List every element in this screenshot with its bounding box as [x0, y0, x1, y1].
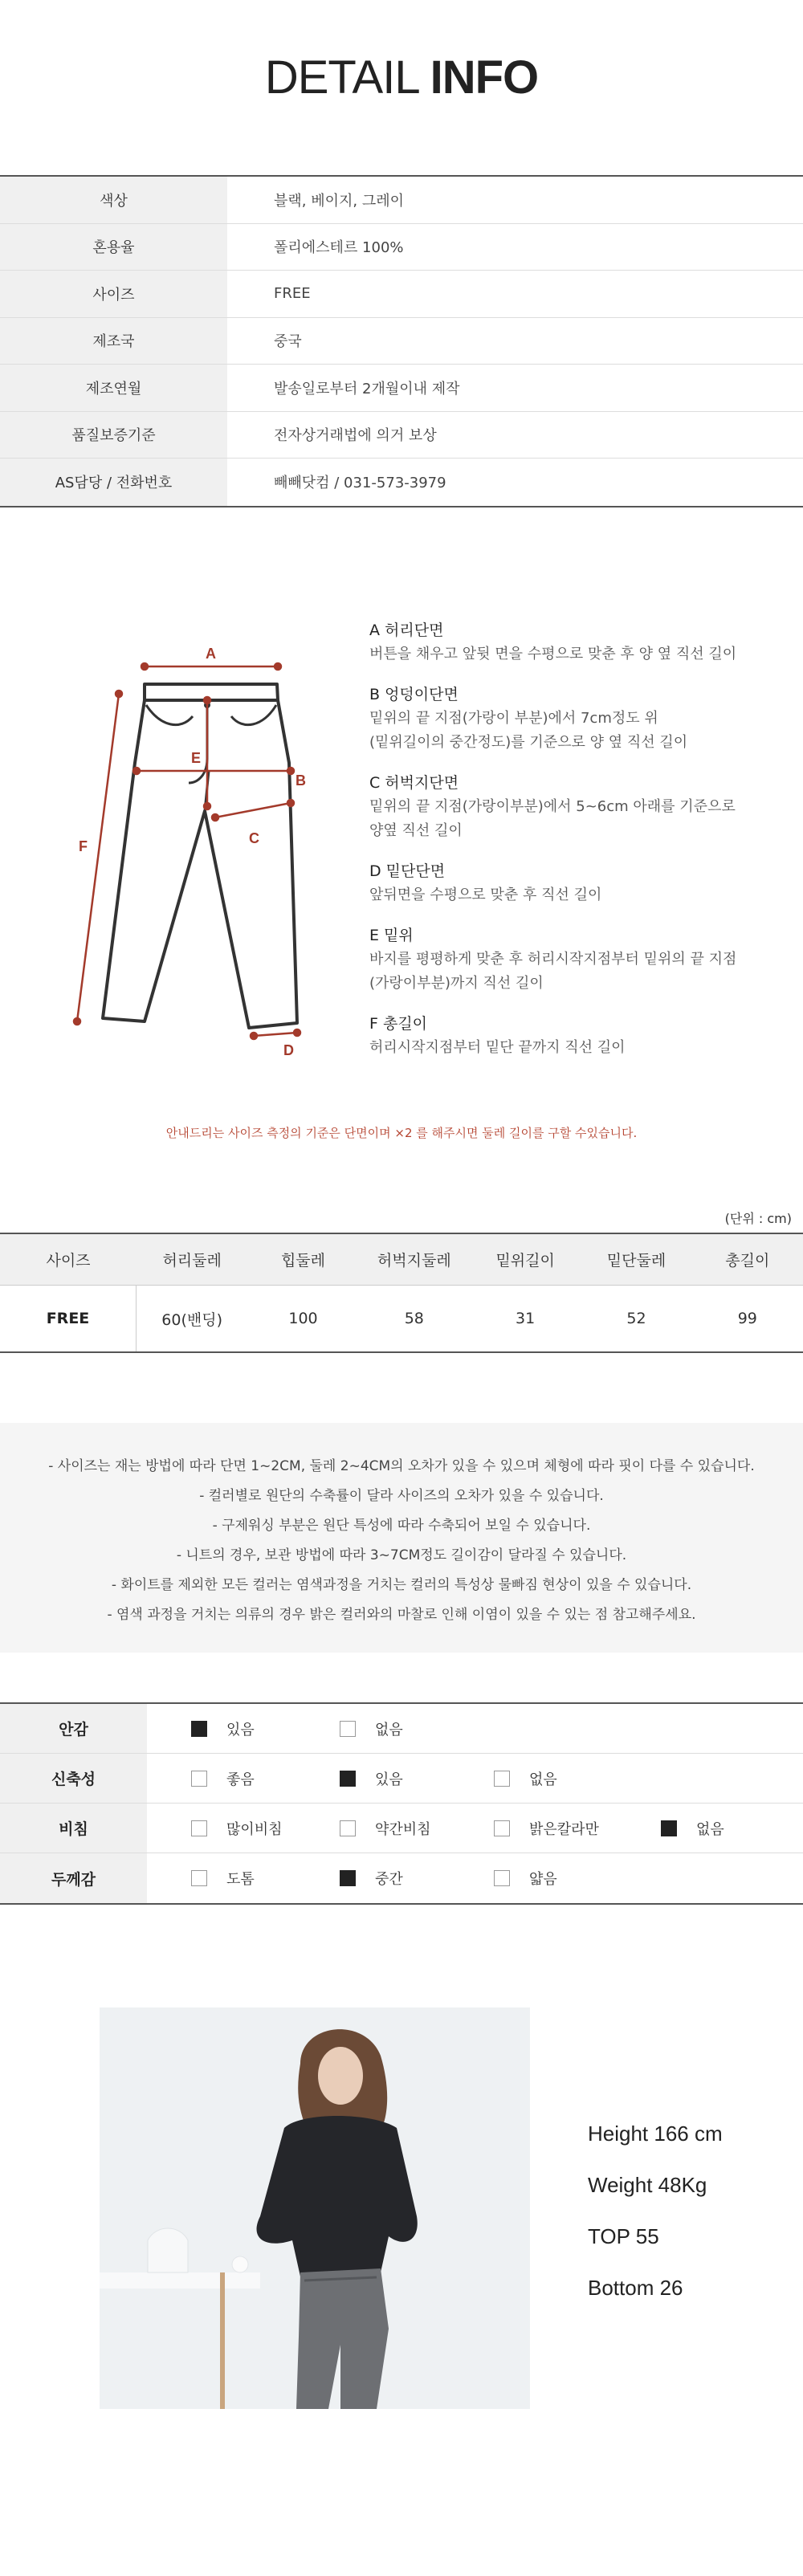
fabric-properties-table [0, 1702, 803, 1905]
header-cell: 허리둘레 [162, 1252, 222, 1270]
model-top-size: TOP 55 [588, 2224, 659, 2248]
fabric-option: 없음 [494, 1754, 557, 1804]
info-row-size [0, 271, 803, 318]
info-value: 빼빼닷컴 / 031-573-3979 [274, 475, 446, 492]
measure-desc: 바지를 평평하게 맞춘 후 허리시작지점부터 밑위의 끝 지점 [369, 951, 737, 968]
unchecked-box-icon [494, 1820, 510, 1836]
size-notes [0, 1423, 803, 1653]
unit-label: (단위 : cm) [724, 1211, 792, 1226]
fabric-option: 얇음 [494, 1853, 557, 1903]
measure-desc: 앞뒤면을 수평으로 맞춘 후 직선 길이 [369, 887, 602, 903]
header-cell: 밑위길이 [495, 1252, 555, 1270]
fabric-row-thickness [0, 1853, 803, 1903]
size-table-header [0, 1234, 803, 1286]
product-info-table [0, 175, 803, 507]
note-line: - 니트의 경우, 보관 방법에 따라 3~7CM정도 길이감이 달라질 수 있습니다. [176, 1547, 627, 1563]
model-weight: Weight 48Kg [588, 2173, 707, 2197]
table-row [0, 1286, 803, 1351]
size-notice: 안내드리는 사이즈 측정의 기준은 단면이며 ×2 를 해주시면 둘레 길이를 구할 수있습니다. [165, 1126, 638, 1140]
fabric-label: 안감 [0, 1704, 147, 1753]
fabric-row-stretch [0, 1754, 803, 1804]
fabric-option: 없음 [661, 1804, 724, 1853]
measure-desc: 허리시작지점부터 밑단 끝까지 직선 길이 [369, 1039, 626, 1056]
info-row-origin [0, 318, 803, 365]
table-cell: 100 [288, 1310, 318, 1327]
fabric-option: 중간 [340, 1853, 403, 1903]
checked-box-icon [340, 1870, 356, 1886]
note-line: - 사이즈는 재는 방법에 따라 단면 1~2CM, 둘레 2~4CM의 오차가 있을 수 있으며 체형에 따라 핏이 다를 수 있습니다. [48, 1458, 755, 1474]
label-e: E [191, 750, 202, 766]
measurement-guide [369, 618, 787, 1076]
info-row-manufacture-date [0, 365, 803, 412]
info-value: 블랙, 베이지, 그레이 [274, 192, 404, 210]
info-label: 혼용율 [0, 224, 227, 271]
fabric-option: 약간비침 [340, 1804, 431, 1853]
info-row-color [0, 177, 803, 224]
info-label: 품질보증기준 [0, 412, 227, 459]
header-cell: 힙둘레 [280, 1252, 326, 1270]
header-cell: 총길이 [725, 1252, 770, 1270]
info-label: 색상 [0, 177, 227, 223]
fabric-option: 많이비침 [191, 1804, 283, 1853]
unchecked-box-icon [191, 1870, 207, 1886]
measure-item-c [369, 771, 787, 843]
info-label: AS담당 / 전화번호 [0, 459, 227, 506]
measure-head: B 엉덩이단면 [369, 686, 459, 703]
unchecked-box-icon [494, 1771, 510, 1787]
note-line: - 구제워싱 부분은 원단 특성에 따라 수축되어 보일 수 있습니다. [212, 1518, 591, 1534]
model-photo [100, 2007, 530, 2409]
fabric-label: 비침 [0, 1804, 147, 1853]
model-bottom-size: Bottom 26 [588, 2276, 683, 2300]
info-value: 중국 [274, 333, 302, 351]
model-size-info [588, 2108, 723, 2313]
fabric-option: 밝은칼라만 [494, 1804, 599, 1853]
table-cell: 31 [516, 1310, 536, 1327]
label-a: A [206, 646, 216, 662]
table-cell: 58 [404, 1310, 424, 1327]
measure-desc: (밑위길이의 중간정도)를 기준으로 양 옆 직선 길이 [369, 734, 688, 751]
unchecked-box-icon [191, 1820, 207, 1836]
model-height: Height 166 cm [588, 2122, 723, 2146]
label-d: D [283, 1042, 294, 1058]
measure-head: D 밑단단면 [369, 862, 446, 880]
checked-box-icon [191, 1721, 207, 1737]
checked-box-icon [340, 1771, 356, 1787]
fabric-label: 두께감 [0, 1853, 147, 1903]
info-label: 제조국 [0, 318, 227, 365]
checked-box-icon [661, 1820, 677, 1836]
fabric-option: 도톰 [191, 1853, 255, 1903]
table-cell: FREE [0, 1286, 137, 1351]
info-row-material [0, 224, 803, 271]
info-row-warranty [0, 412, 803, 459]
fabric-label: 신축성 [0, 1754, 147, 1803]
label-c: C [249, 830, 259, 846]
measure-head: E 밑위 [369, 927, 414, 944]
measure-item-b [369, 683, 787, 755]
measure-desc: 밑위의 끝 지점(가랑이 부분)에서 7cm정도 위 [369, 710, 658, 727]
unchecked-box-icon [494, 1870, 510, 1886]
measure-item-a [369, 618, 787, 666]
table-cell: 52 [626, 1310, 646, 1327]
info-label: 제조연월 [0, 365, 227, 411]
note-line: - 화이트를 제외한 모든 컬러는 염색과정을 거치는 컬러의 특성상 물빠짐 현상이 있을 수 있습니다. [111, 1577, 692, 1593]
measure-head: A 허리단면 [369, 622, 444, 639]
label-f: F [79, 838, 88, 854]
fabric-option: 있음 [340, 1754, 403, 1804]
info-value: FREE [274, 285, 311, 303]
info-label: 사이즈 [0, 271, 227, 317]
measure-desc: 밑위의 끝 지점(가랑이부분)에서 5~6cm 아래를 기준으로 [369, 798, 736, 815]
page-title: DETAIL INFO [264, 51, 539, 104]
label-b: B [296, 772, 306, 789]
measure-desc: (가랑이부분)까지 직선 길이 [369, 975, 544, 992]
unchecked-box-icon [191, 1771, 207, 1787]
info-value: 전자상거래법에 의거 보상 [274, 427, 437, 445]
info-value: 폴리에스테르 100% [274, 239, 404, 257]
fabric-option: 좋음 [191, 1754, 255, 1804]
measure-item-d [369, 859, 787, 907]
table-cell: 60(밴딩) [161, 1310, 223, 1329]
header-cell: 밑단둘레 [606, 1252, 666, 1270]
unchecked-box-icon [340, 1820, 356, 1836]
measure-head: C 허벅지단면 [369, 774, 459, 792]
fabric-row-lining [0, 1704, 803, 1754]
header-cell: 사이즈 [46, 1252, 91, 1270]
measure-desc: 버튼을 채우고 앞뒷 면을 수평으로 맞춘 후 양 옆 직선 길이 [369, 646, 737, 662]
fabric-row-sheerness [0, 1804, 803, 1853]
pants-measurement-diagram [56, 610, 321, 1060]
info-row-as-contact [0, 459, 803, 506]
header-cell: 허벅지둘레 [377, 1252, 451, 1270]
fabric-option: 없음 [340, 1704, 403, 1754]
measure-item-e [369, 923, 787, 996]
note-line: - 염색 과정을 거치는 의류의 경우 밝은 컬러와의 마찰로 인해 이염이 있을 수 있는 점 참고해주세요. [107, 1607, 696, 1623]
table-cell: 99 [737, 1310, 757, 1327]
measure-item-f [369, 1012, 787, 1060]
measure-desc: 양옆 직선 길이 [369, 822, 463, 839]
model-figure-icon [100, 2007, 530, 2409]
unchecked-box-icon [340, 1721, 356, 1737]
info-value: 발송일로부터 2개월이내 제작 [274, 380, 460, 397]
size-table [0, 1233, 803, 1353]
fabric-option: 있음 [191, 1704, 255, 1754]
note-line: - 컬러별로 원단의 수축률이 달라 사이즈의 오차가 있을 수 있습니다. [199, 1488, 604, 1504]
measure-head: F 총길이 [369, 1015, 428, 1033]
